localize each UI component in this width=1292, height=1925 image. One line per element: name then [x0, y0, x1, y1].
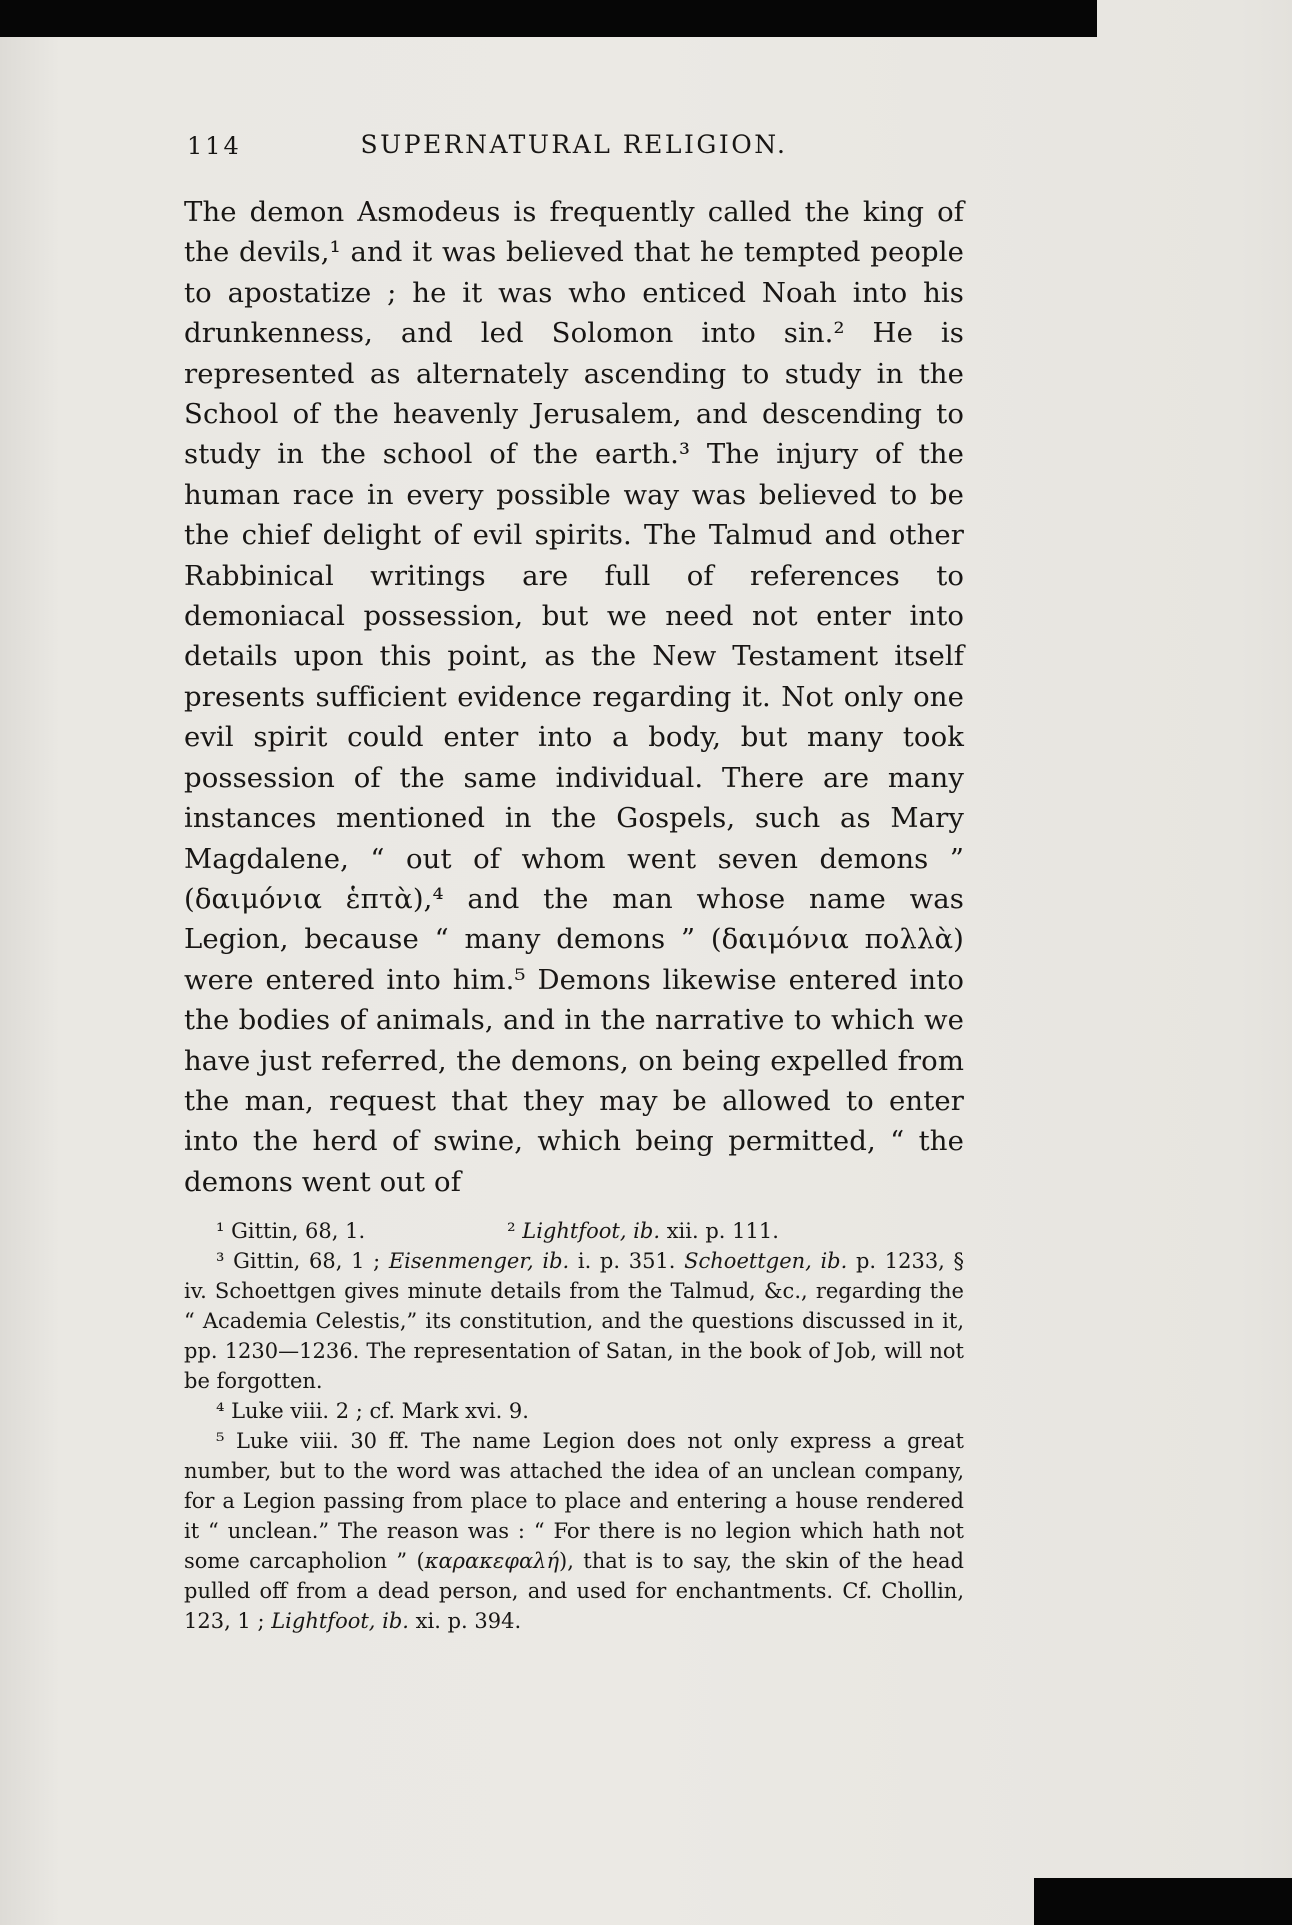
footnote-row-1-2: [184, 1216, 964, 1246]
text-column: [184, 130, 964, 1636]
scan-artifact-bottom-bar: [1034, 1878, 1292, 1925]
scan-artifact-top-bar: [0, 0, 1097, 37]
footnote-5: ⁵ Luke viii. 30 ff. The name Legion does not only express a great number, but to the word was attached the idea of an unclean company, for a Legion passing from place to place and entering a house rendered it “ unclean.” The reason was : “ For there is no legion which hath not some carcapholion ” (καρακεφαλή), that is to say, the skin of the head pulled off from a dead person, and used for enchantments. Cf. Chollin, 123, 1 ; Lightfoot, ib. xi. p. 394.: [184, 1429, 964, 1634]
body-paragraph: The demon Asmodeus is frequently called the king of the devils,¹ and it was believed that he tempted people to apostatize ; he it was who enticed Noah into his drunkenness, and led Solomon into sin.² He is represented as alternately ascending to study in the School of the heavenly Jerusalem, and descending to study in the school of the earth.³ The injury of the human race in every possible way was believed to be the chief delight of evil spirits. The Talmud and other Rabbinical writings are full of references to demoniacal possession, but we need not enter into details upon this point, as the New Testament itself presents sufficient evidence regarding it. Not only one evil spirit could enter into a body, but many took possession of the same individual. There are many instances mentioned in the Gospels, such as Mary Magdalene, “ out of whom went seven demons ” (δαιμόνια ἑπτὰ),⁴ and the man whose name was Legion, because “ many demons ” (δαιμόνια πολλὰ) were entered into him.⁵ Demons likewise entered into the bodies of animals, and in the narrative to which we have just referred, the demons, on being expelled from the man, request that they may be allowed to enter into the herd of swine, which being permitted, “ the demons went out of: [184, 196, 964, 1198]
footnotes-section: [184, 1216, 964, 1636]
footnote-3: ³ Gittin, 68, 1 ; Eisenmenger, ib. i. p. 351. Schoettgen, ib. p. 1233, § iv. Schoettgen gives minute details from the Talmud, &c., regarding the “ Academia Celestis,” its constitution, and the questions discussed in it, pp. 1230—1236. The representation of Satan, in the book of Job, will not be forgotten.: [184, 1249, 965, 1394]
running-title: SUPERNATURAL RELIGION.: [360, 130, 788, 159]
page-header: [184, 130, 964, 164]
page-number: 114: [187, 132, 242, 160]
footnote-1: ¹ Gittin, 68, 1.: [216, 1219, 366, 1244]
footnote-4: ⁴ Luke viii. 2 ; cf. Mark xvi. 9.: [216, 1399, 529, 1424]
footnote-2: ² Lightfoot, ib. xii. p. 111.: [507, 1219, 779, 1244]
